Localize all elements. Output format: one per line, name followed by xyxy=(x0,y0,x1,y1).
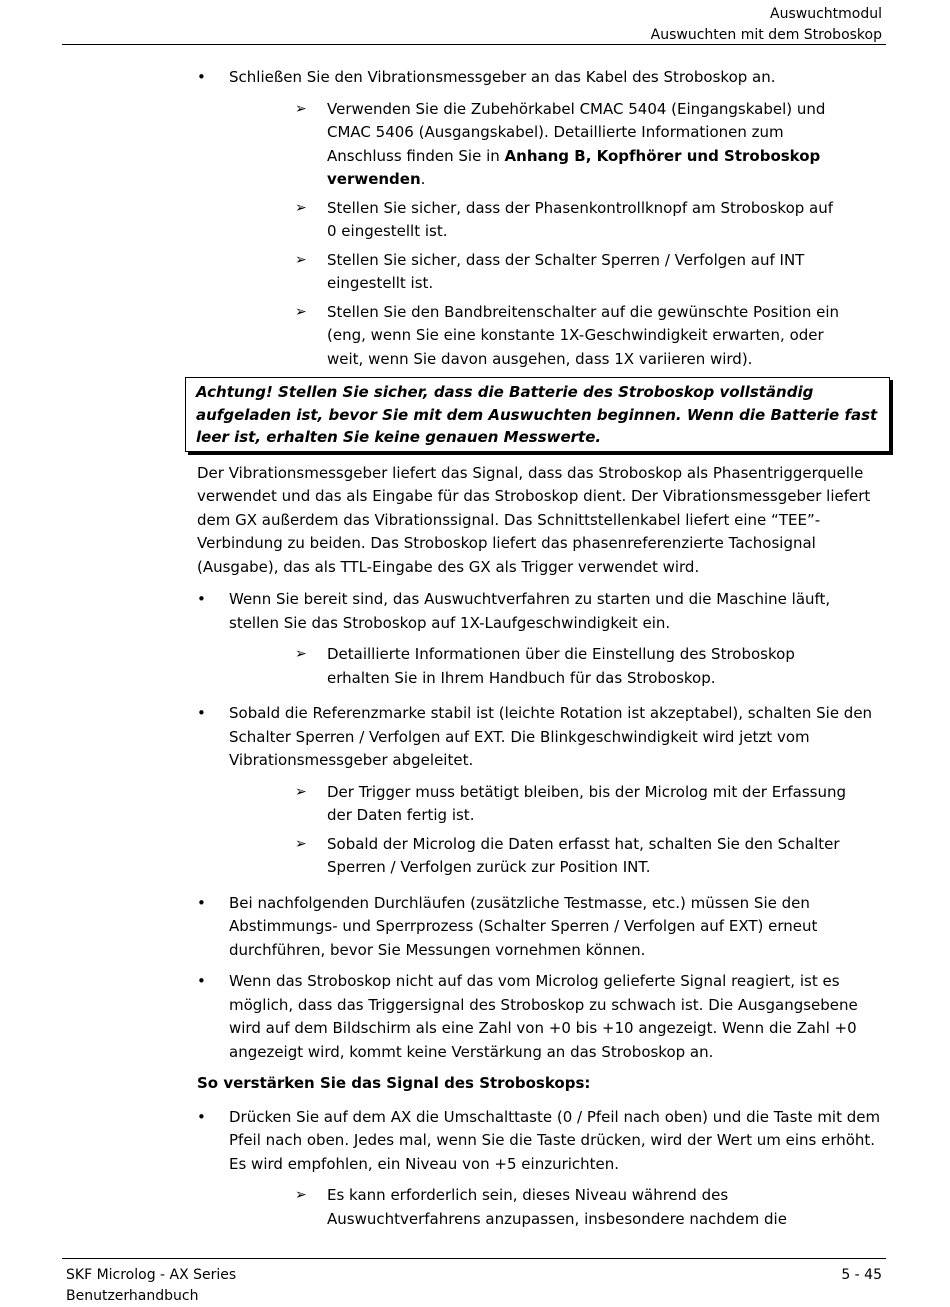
arrow-icon: ➢ xyxy=(295,1187,307,1203)
sub-text: Der Trigger muss betätigt bleiben, bis der Microlog mit der Erfassung der Daten fertig ist. xyxy=(327,782,847,824)
footer-rule xyxy=(62,1258,886,1259)
arrow-icon: ➢ xyxy=(295,100,307,117)
bullet-icon: • xyxy=(197,893,206,912)
body-paragraph: Der Vibrationsmessgeber liefert das Signal, dass das Stroboskop als Phasentriggerquelle verwendet und das als Eingabe für das Stroboskop dient. Der Vibrationsmessgeber liefert dem GX außerdem das Vibrationssignal. Das Schnittstellenkabel liefert eine “TEE”-Verbindung zu beiden. Das Stroboskop liefert das phasenreferenzierte Tachosignal (Ausgabe), das als TTL-Eingabe des GX als Trigger verwendet wird. xyxy=(197,463,871,576)
bullet-icon: • xyxy=(197,590,206,608)
header-section: Auswuchten mit dem Stroboskop xyxy=(650,27,882,43)
bullet-weak-signal xyxy=(0,970,881,1064)
header-chapter: Auswuchtmodul xyxy=(770,6,882,22)
bullet-text: Sobald die Referenzmarke stabil ist (leichte Rotation ist akzeptabel), schalten Sie den Schalter Sperren / Verfolgen auf EXT. Die Blinkgeschwindigkeit wird jetzt vom Vibrationsmessgeber abgeleitet. xyxy=(229,704,873,769)
bullet-text: Wenn das Stroboskop nicht auf das vom Microlog gelieferte Signal reagiert, ist es möglich, dass das Triggersignal des Stroboskop zu schwach ist. Die Ausgangsebene wird auf dem Bildschirm als eine Zahl von +0 bis +10 angezeigt. Wenn die Zahl +0 angezeigt wird, kommt keine Verstärkung an das Stroboskop an. xyxy=(229,972,858,1061)
sub-text: Stellen Sie den Bandbreitenschalter auf die gewünschte Position ein (eng, wenn Sie eine konstante 1X-Geschwindigkeit erwarten, oder weit, wenn Sie davon ausgehen, dass 1X variieren wird). xyxy=(327,302,840,368)
page-content xyxy=(0,66,950,1236)
bullet-start-balancing xyxy=(0,588,881,635)
arrow-icon: ➢ xyxy=(295,303,307,320)
page-number: 5 - 45 xyxy=(841,1267,882,1283)
sub-item-switch-back xyxy=(0,833,847,880)
bullet-icon: • xyxy=(197,68,206,86)
bullet-text: Wenn Sie bereit sind, das Auswuchtverfahren zu starten und die Maschine läuft, stellen Sie das Stroboskop auf 1X-Laufgeschwindigkeit ein. xyxy=(229,590,831,632)
bullet-text: Drücken Sie auf dem AX die Umschalttaste (0 / Pfeil nach oben) und die Taste mit dem Pfeil nach oben. Jedes mal, wenn Sie die Taste drücken, wird der Wert um eins erhöht. Es wird empfohlen, ein Niveau von +5 einzurichten. xyxy=(229,1107,881,1173)
header-rule xyxy=(62,44,886,45)
bullet-icon: • xyxy=(197,704,206,722)
sub-item-strobe-manual xyxy=(0,643,847,690)
arrow-icon: ➢ xyxy=(295,251,307,268)
bullet-text: Schließen Sie den Vibrationsmessgeber an das Kabel des Stroboskop an. xyxy=(229,68,776,86)
bullet-amplify-signal xyxy=(0,1106,881,1177)
sub-text: Stellen Sie sicher, dass der Phasenkontrollknopf am Stroboskop auf 0 eingestellt ist. xyxy=(327,198,834,240)
sub-item-trigger xyxy=(0,781,847,828)
bullet-subsequent-runs xyxy=(0,892,881,963)
sub-item-phase-knob xyxy=(0,197,847,244)
sub-text: Verwenden Sie die Zubehörkabel CMAC 5404 (Eingangskabel) und CMAC 5406 (Ausgangskabel). Detaillierte Informationen zum Anschluss finden Sie in Anhang B, Kopfhörer und Stroboskop verwenden. xyxy=(327,99,826,188)
arrow-icon: ➢ xyxy=(295,646,307,662)
section-heading: So verstärken Sie das Signal des Stroboskops: xyxy=(197,1074,591,1092)
sub-item-bandwidth xyxy=(0,301,847,372)
sub-text: Sobald der Microlog die Daten erfasst hat, schalten Sie den Schalter Sperren / Verfolgen zurück zur Position INT. xyxy=(327,834,840,876)
sub-text: Detaillierte Informationen über die Einstellung des Stroboskop erhalten Sie in Ihrem Handbuch für das Stroboskop. xyxy=(327,645,795,687)
sub-item-adjust-level xyxy=(0,1184,847,1231)
arrow-icon: ➢ xyxy=(295,783,307,800)
sub-text: Es kann erforderlich sein, dieses Niveau während des Auswuchtverfahrens anzupassen, insbesondere nachdem die xyxy=(327,1186,787,1228)
bullet-text: Bei nachfolgenden Durchläufen (zusätzliche Testmasse, etc.) müssen Sie den Abstimmungs- und Sperrprozess (Schalter Sperren / Verfolgen auf EXT) erneut durchführen, bevor Sie Messungen vornehmen können. xyxy=(229,893,818,959)
bullet-connect-sensor xyxy=(0,66,881,90)
warning-box: Achtung! Stellen Sie sicher, dass die Batterie des Stroboskop vollständig aufgeladen ist, bevor Sie mit dem Auswuchten beginnen. Wenn die Batterie fast leer ist, erhalten Sie keine genauen Messwerte. xyxy=(185,377,890,452)
page-header xyxy=(651,4,882,46)
bullet-reference-mark xyxy=(0,702,881,773)
sub-text: Stellen Sie sicher, dass der Schalter Sperren / Verfolgen auf INT eingestellt ist. xyxy=(327,250,805,292)
footer-product xyxy=(66,1265,236,1307)
bullet-icon: • xyxy=(197,1107,206,1126)
arrow-icon: ➢ xyxy=(295,199,307,216)
arrow-icon: ➢ xyxy=(295,835,307,852)
sub-item-lock-switch xyxy=(0,249,847,296)
sub-item-cables xyxy=(0,98,847,192)
appendix-reference: Anhang B, Kopfhörer und Stroboskop verwenden xyxy=(327,146,821,188)
footer-product-name: SKF Microlog - AX Series xyxy=(66,1267,237,1283)
bullet-icon: • xyxy=(197,972,206,990)
footer-manual-type: Benutzerhandbuch xyxy=(66,1288,199,1304)
